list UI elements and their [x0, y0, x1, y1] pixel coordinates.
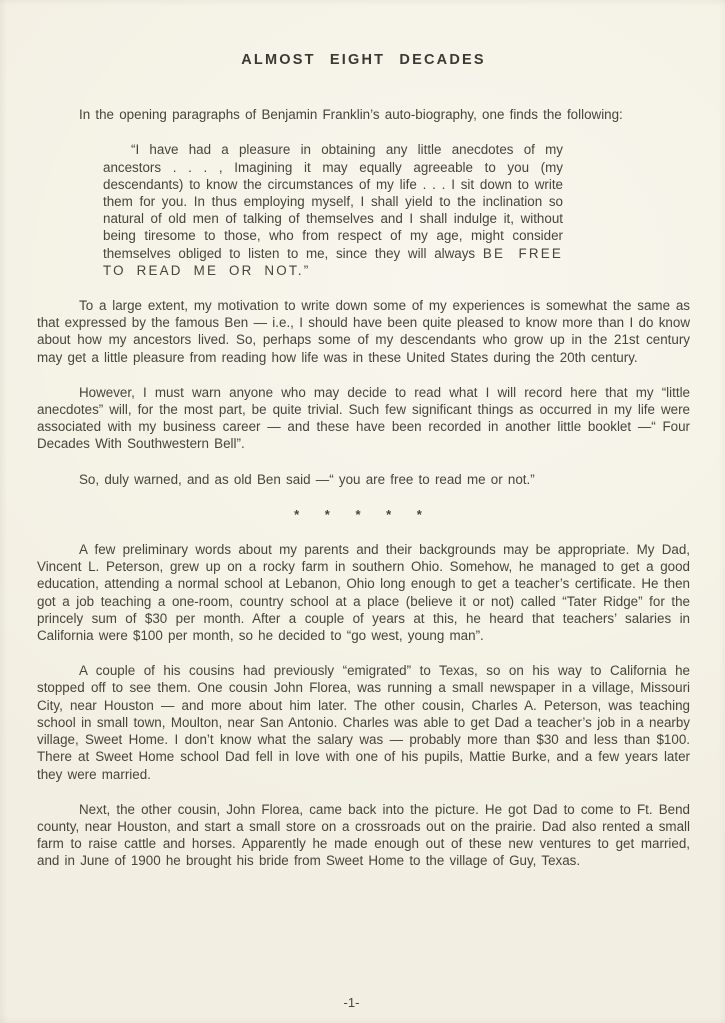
- quote-text: “I have had a pleasure in obtaining any little anecdotes of my ancestors . . . , Imagining it may equally agreeable to you (my descendants) to know the circumstances of my life . . . I sit down to write them for you. In thus employing myself, I shall yield to the inclination so natural of old men of talking of themselves and I shall indulge it, without being tiresome to those, who from respect of my age, might consider themselves obliged to listen to me, since they will always: [103, 142, 563, 261]
- page-title: ALMOST EIGHT DECADES: [241, 52, 486, 68]
- paragraph-parents-background: A few preliminary words about my parents and their backgrounds may be appropriate. My Dad, Vincent L. Peterson, grew up on a rocky farm in southern Ohio. Somehow, he managed to get a good education, attending a normal school at Lebanon, Ohio long enough to get a teacher’s certificate. He then got a job teaching a one-room, country school at a place (believe it or not) called “Tater Ridge” for the princely sum of $30 per month. After a couple of years at this, he heard that teachers’ salaries in California were $100 per month, so he decided to “go west, young man”.: [37, 542, 690, 644]
- page-content: [37, 52, 690, 888]
- paragraph-cousins-texas: A couple of his cousins had previously “emigrated” to Texas, so on his way to California he stopped off to see them. One cousin John Florea, was running a small newspaper in a village, Missouri City, near Houston — and more about him later. The other cousin, Charles A. Peterson, was teaching school in small town, Moulton, near San Antonio. Charles was able to get Dad a teacher’s job in a nearby village, Sweet Home. I don’t know what the salary was — probably more than $30 and less than $100. There at Sweet Home school Dad fell in love with one of his pupils, Mattie Burke, and a few years later they were married.: [37, 663, 690, 782]
- paragraph-duly-warned: So, duly warned, and as old Ben said —“ you are free to read me or not.”: [79, 471, 535, 487]
- intro-paragraph: In the opening paragraphs of Benjamin Franklin’s auto-biography, one finds the following:: [79, 107, 623, 123]
- section-separator-stars: * * * * *: [294, 506, 433, 522]
- page-number: -1-: [343, 994, 360, 1010]
- paragraph-warning: However, I must warn anyone who may decide to read what I will record here that my “little anecdotes” will, for the most part, be quite trivial. Such few significant things as occurred in my life were associated with my business career — and these have been recorded in another little booklet —“ Four Decades With Southwestern Bell”.: [37, 384, 690, 452]
- quote-emphasis-caps: BE FREE TO READ ME OR NOT.”: [103, 245, 563, 278]
- paragraph-motivation: To a large extent, my motivation to write down some of my experiences is somewhat the same as that expressed by the famous Ben — i.e., I should have been quite pleased to know more than I do know about how my ancestors lived. So, perhaps some of my descendants who grow up in the 21st century may get a little pleasure from reading how life was in these United States during the 20th century.: [37, 298, 690, 365]
- paragraph-john-florea: Next, the other cousin, John Florea, came back into the picture. He got Dad to come to Ft. Bend county, near Houston, and start a small store on a crossroads out on the prairie. Dad also rented a small farm to raise cattle and horses. Apparently he made enough out of these new ventures to get married, and in June of 1900 he brought his bride from Sweet Home to the village of Guy, Texas.: [37, 801, 690, 869]
- franklin-quote-block: [103, 141, 563, 279]
